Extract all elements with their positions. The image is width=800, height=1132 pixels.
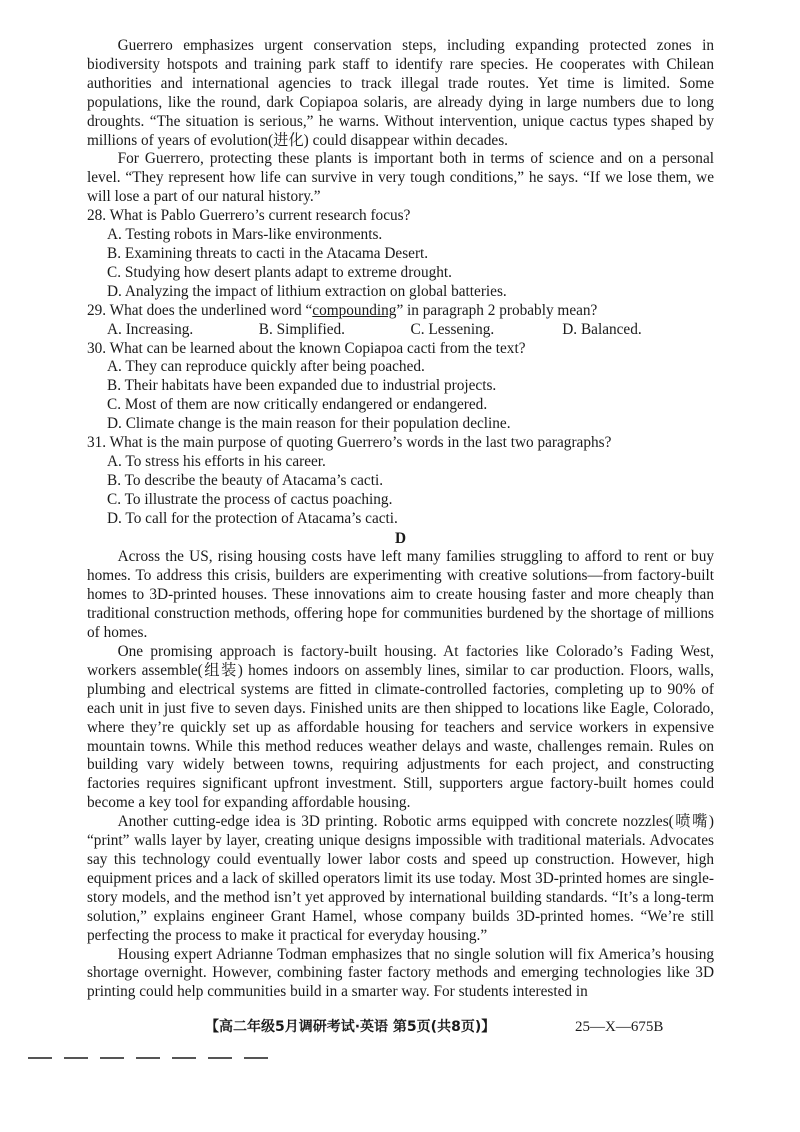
cut-line-divider	[28, 1057, 278, 1059]
option-d: D. Analyzing the impact of lithium extraction on global batteries.	[107, 282, 507, 300]
option-a: A. They can reproduce quickly after being poached.	[107, 358, 425, 376]
option-b: B. Examining threats to cacti in the Atacama Desert.	[107, 244, 429, 262]
option-d: D. Balanced.	[562, 320, 642, 338]
option-c: C. Studying how desert plants adapt to extreme drought.	[107, 263, 452, 281]
option-c: C. Lessening.	[410, 320, 495, 338]
section-d-paragraph: Another cutting-edge idea is 3D printing. Robotic arms equipped with concrete nozzles(喷嘴) “print” walls layer by layer, creating unique designs impossible with traditional materials. Advocates say this technology could eventually lower labor costs and speed up construction. However, high equipment prices and a lack of skilled operators limit its use today. Most 3D-printed homes are single-story models, and the method isn’t yet approved by international building standards. “It’s a long-term solution,” explains engineer Grant Hamel, whose company builds 3D-printed homes. “We’re still perfecting the process to make it practical for everyday housing.”	[87, 813, 714, 944]
page-content	[87, 37, 714, 1002]
section-title: D	[394, 529, 407, 547]
option-c: C. To illustrate the process of cactus poaching.	[107, 490, 393, 508]
footer-code: 25—X—675B	[575, 1019, 664, 1035]
footer-exam-info: 【高二年级5月调研考试·英语 第5页(共8页)】	[205, 1019, 496, 1035]
section-d-paragraph: Across the US, rising housing costs have left many families struggling to afford to rent or buy homes. To address this crisis, builders are experimenting with creative solutions—from factory-built homes to 3D-printed houses. These innovations aim to create housing faster and more cheaply than traditional construction methods, offering hope for communities burdened by the shortage of millions of homes.	[87, 548, 714, 642]
option-b: B. To describe the beauty of Atacama’s cacti.	[107, 471, 384, 489]
question-stem: 30. What can be learned about the known Copiapoa cacti from the text?	[87, 339, 526, 357]
underlined-word: compounding	[312, 301, 397, 319]
stem-text: ” in paragraph 2 probably mean?	[396, 301, 598, 319]
options-row	[87, 321, 714, 340]
passage-c-paragraph: For Guerrero, protecting these plants is important both in terms of science and on a personal level. “They represent how life can survive in very tough conditions,” he says. “If we lose them, we will lose a part of our natural history.”	[87, 150, 714, 206]
question-31	[87, 434, 714, 529]
option-a: A. Testing robots in Mars-like environments.	[107, 226, 383, 244]
passage-c-paragraph: Guerrero emphasizes urgent conservation steps, including expanding protected zones in biodiversity hotspots and training park staff to identify rare species. He cooperates with Chilean authorities and international agencies to track illegal trade routes. Yet time is limited. Some populations, like the round, dark Copiapoa solaris, are already dying in large numbers due to long droughts. “The situation is serious,” he warns. Without intervention, unique cactus types shaped by millions of years of evolution(进化) could disappear within decades.	[87, 37, 714, 149]
section-d-paragraph: One promising approach is factory-built housing. At factories like Colorado’s Fading West, workers assemble(组装) homes indoors on assembly lines, similar to car production. Floors, walls, plumbing and electrical systems are fitted in climate-controlled factories, completing up to 90% of each unit in just five to seven days. Finished units are then shipped to locations like Eagle, Colorado, where they’re quickly set up as affordable housing for teachers and service workers in expensive mountain towns. While this method reduces weather delays and waste, challenges remain. Rules on building vary widely between towns, requiring adjustments for each project, and constructing factories requires significant upfront investment. Still, supporters argue factory-built homes could become a key tool for expanding affordable housing.	[87, 643, 714, 812]
option-b: B. Their habitats have been expanded due to industrial projects.	[107, 377, 497, 395]
option-b: B. Simplified.	[258, 320, 346, 338]
option-a: A. Increasing.	[107, 320, 194, 338]
question-stem: 31. What is the main purpose of quoting Guerrero’s words in the last two paragraphs?	[87, 434, 612, 452]
question-stem	[87, 302, 714, 321]
question-stem: 28. What is Pablo Guerrero’s current research focus?	[87, 207, 411, 225]
stem-text: 29. What does the underlined word “	[87, 301, 313, 319]
option-d: D. Climate change is the main reason for their population decline.	[107, 415, 511, 433]
question-28	[87, 207, 714, 302]
question-30	[87, 340, 714, 435]
option-a: A. To stress his efforts in his career.	[107, 452, 326, 470]
section-d-paragraph: Housing expert Adrianne Todman emphasizes that no single solution will fix America’s housing shortage overnight. However, combining faster factory methods and emerging technologies like 3D printing could help communities build in a smarter way. For students interested in	[87, 945, 714, 1001]
option-c: C. Most of them are now critically endangered or endangered.	[107, 396, 488, 414]
question-29	[87, 302, 714, 340]
option-d: D. To call for the protection of Atacama’s cacti.	[107, 509, 398, 527]
